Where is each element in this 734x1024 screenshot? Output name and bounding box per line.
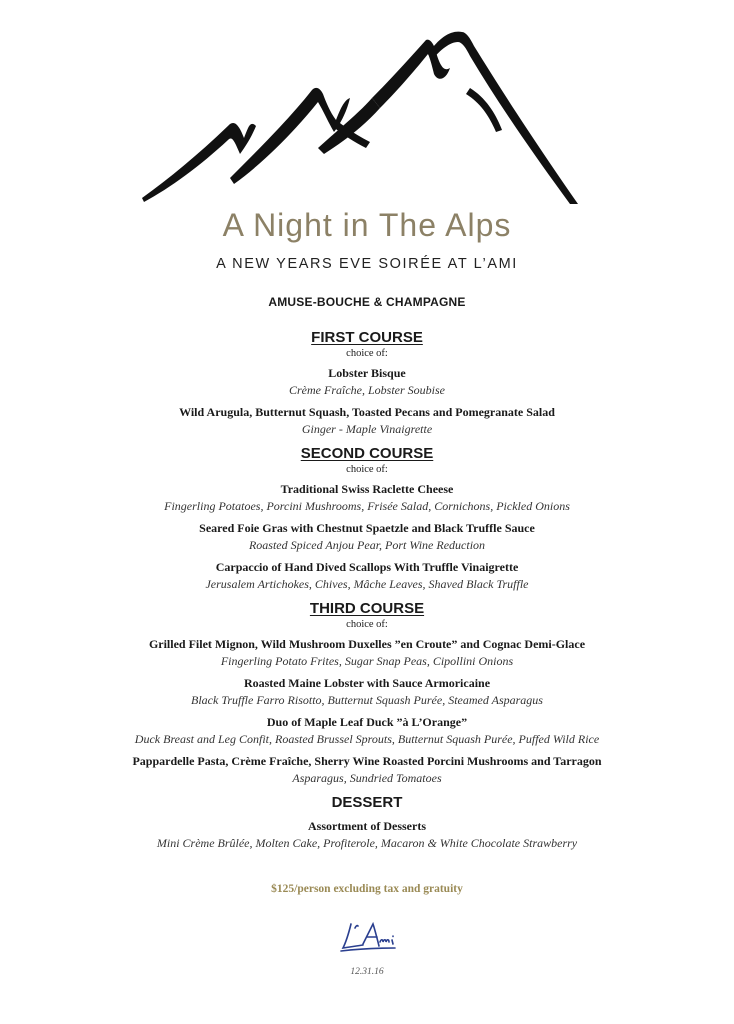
dish-item <box>0 636 734 669</box>
course-title: DESSERT <box>331 794 403 811</box>
dish-name: Duo of Maple Leaf Duck ”à L’Orange” <box>266 715 468 729</box>
dish-description: Roasted Spiced Anjou Pear, Port Wine Reduction <box>248 538 486 552</box>
dish-description: Black Truffle Farro Risotto, Butternut Squash Purée, Steamed Asparagus <box>191 693 543 707</box>
amuse-bouche-heading: AMUSE-BOUCHE & CHAMPAGNE <box>268 295 466 309</box>
dish-item <box>0 481 734 514</box>
choice-note: choice of: <box>346 619 388 630</box>
course-title: THIRD COURSE <box>309 600 425 617</box>
dish-item <box>0 520 734 553</box>
dish-item <box>0 818 734 851</box>
dish-item <box>0 404 734 437</box>
dish-description: Duck Breast and Leg Confit, Roasted Brussel Sprouts, Butternut Squash Purée, Puffed Wild Rice <box>134 732 600 746</box>
dish-item <box>0 714 734 747</box>
dish-name: Carpaccio of Hand Dived Scallops With Truffle Vinaigrette <box>215 560 519 574</box>
dish-name: Pappardelle Pasta, Crème Fraîche, Sherry Wine Roasted Porcini Mushrooms and Tarragon <box>132 754 602 768</box>
mountains-logo-icon <box>140 28 580 204</box>
menu-body <box>0 295 734 859</box>
dish-description: Mini Crème Brûlée, Molten Cake, Profiterole, Macaron & White Chocolate Strawberry <box>156 836 578 850</box>
dish-description: Ginger - Maple Vinaigrette <box>301 422 433 436</box>
dish-name: Grilled Filet Mignon, Wild Mushroom Duxelles ”en Croute” and Cognac Demi-Glace <box>148 637 586 651</box>
dish-name: Wild Arugula, Butternut Squash, Toasted Pecans and Pomegranate Salad <box>179 405 555 419</box>
course-title: SECOND COURSE <box>300 445 434 462</box>
dish-description: Asparagus, Sundried Tomatoes <box>292 771 442 785</box>
dish-description: Fingerling Potatoes, Porcini Mushrooms, Frisée Salad, Cornichons, Pickled Onions <box>164 499 570 513</box>
course-first <box>0 329 734 437</box>
dish-name: Seared Foie Gras with Chestnut Spaetzle and Black Truffle Sauce <box>199 521 535 535</box>
event-date: 12.31.16 <box>350 967 384 977</box>
dish-description: Jerusalem Artichokes, Chives, Mâche Leaves, Shaved Black Truffle <box>205 577 529 591</box>
choice-note: choice of: <box>346 464 388 475</box>
course-dessert <box>0 794 734 851</box>
course-second <box>0 445 734 592</box>
course-title: FIRST COURSE <box>311 329 423 346</box>
dish-item <box>0 675 734 708</box>
price-note: $125/person excluding tax and gratuity <box>271 883 463 895</box>
choice-note: choice of: <box>346 348 388 359</box>
dish-item <box>0 559 734 592</box>
dish-description: Crème Fraîche, Lobster Soubise <box>289 383 445 397</box>
course-third <box>0 600 734 786</box>
dish-name: Assortment of Desserts <box>308 819 426 833</box>
dish-name: Roasted Maine Lobster with Sauce Armoricaine <box>243 676 491 690</box>
lami-signature-logo <box>337 920 399 954</box>
dish-description: Fingerling Potato Frites, Sugar Snap Peas, Cipollini Onions <box>220 654 514 668</box>
page-subtitle: A NEW YEARS EVE SOIRÉE AT L’AMI <box>216 256 518 272</box>
dish-name: Traditional Swiss Raclette Cheese <box>280 482 454 496</box>
dish-item <box>0 365 734 398</box>
dish-name: Lobster Bisque <box>328 366 406 380</box>
page-title: A Night in The Alps <box>222 207 512 243</box>
dish-item <box>0 753 734 786</box>
